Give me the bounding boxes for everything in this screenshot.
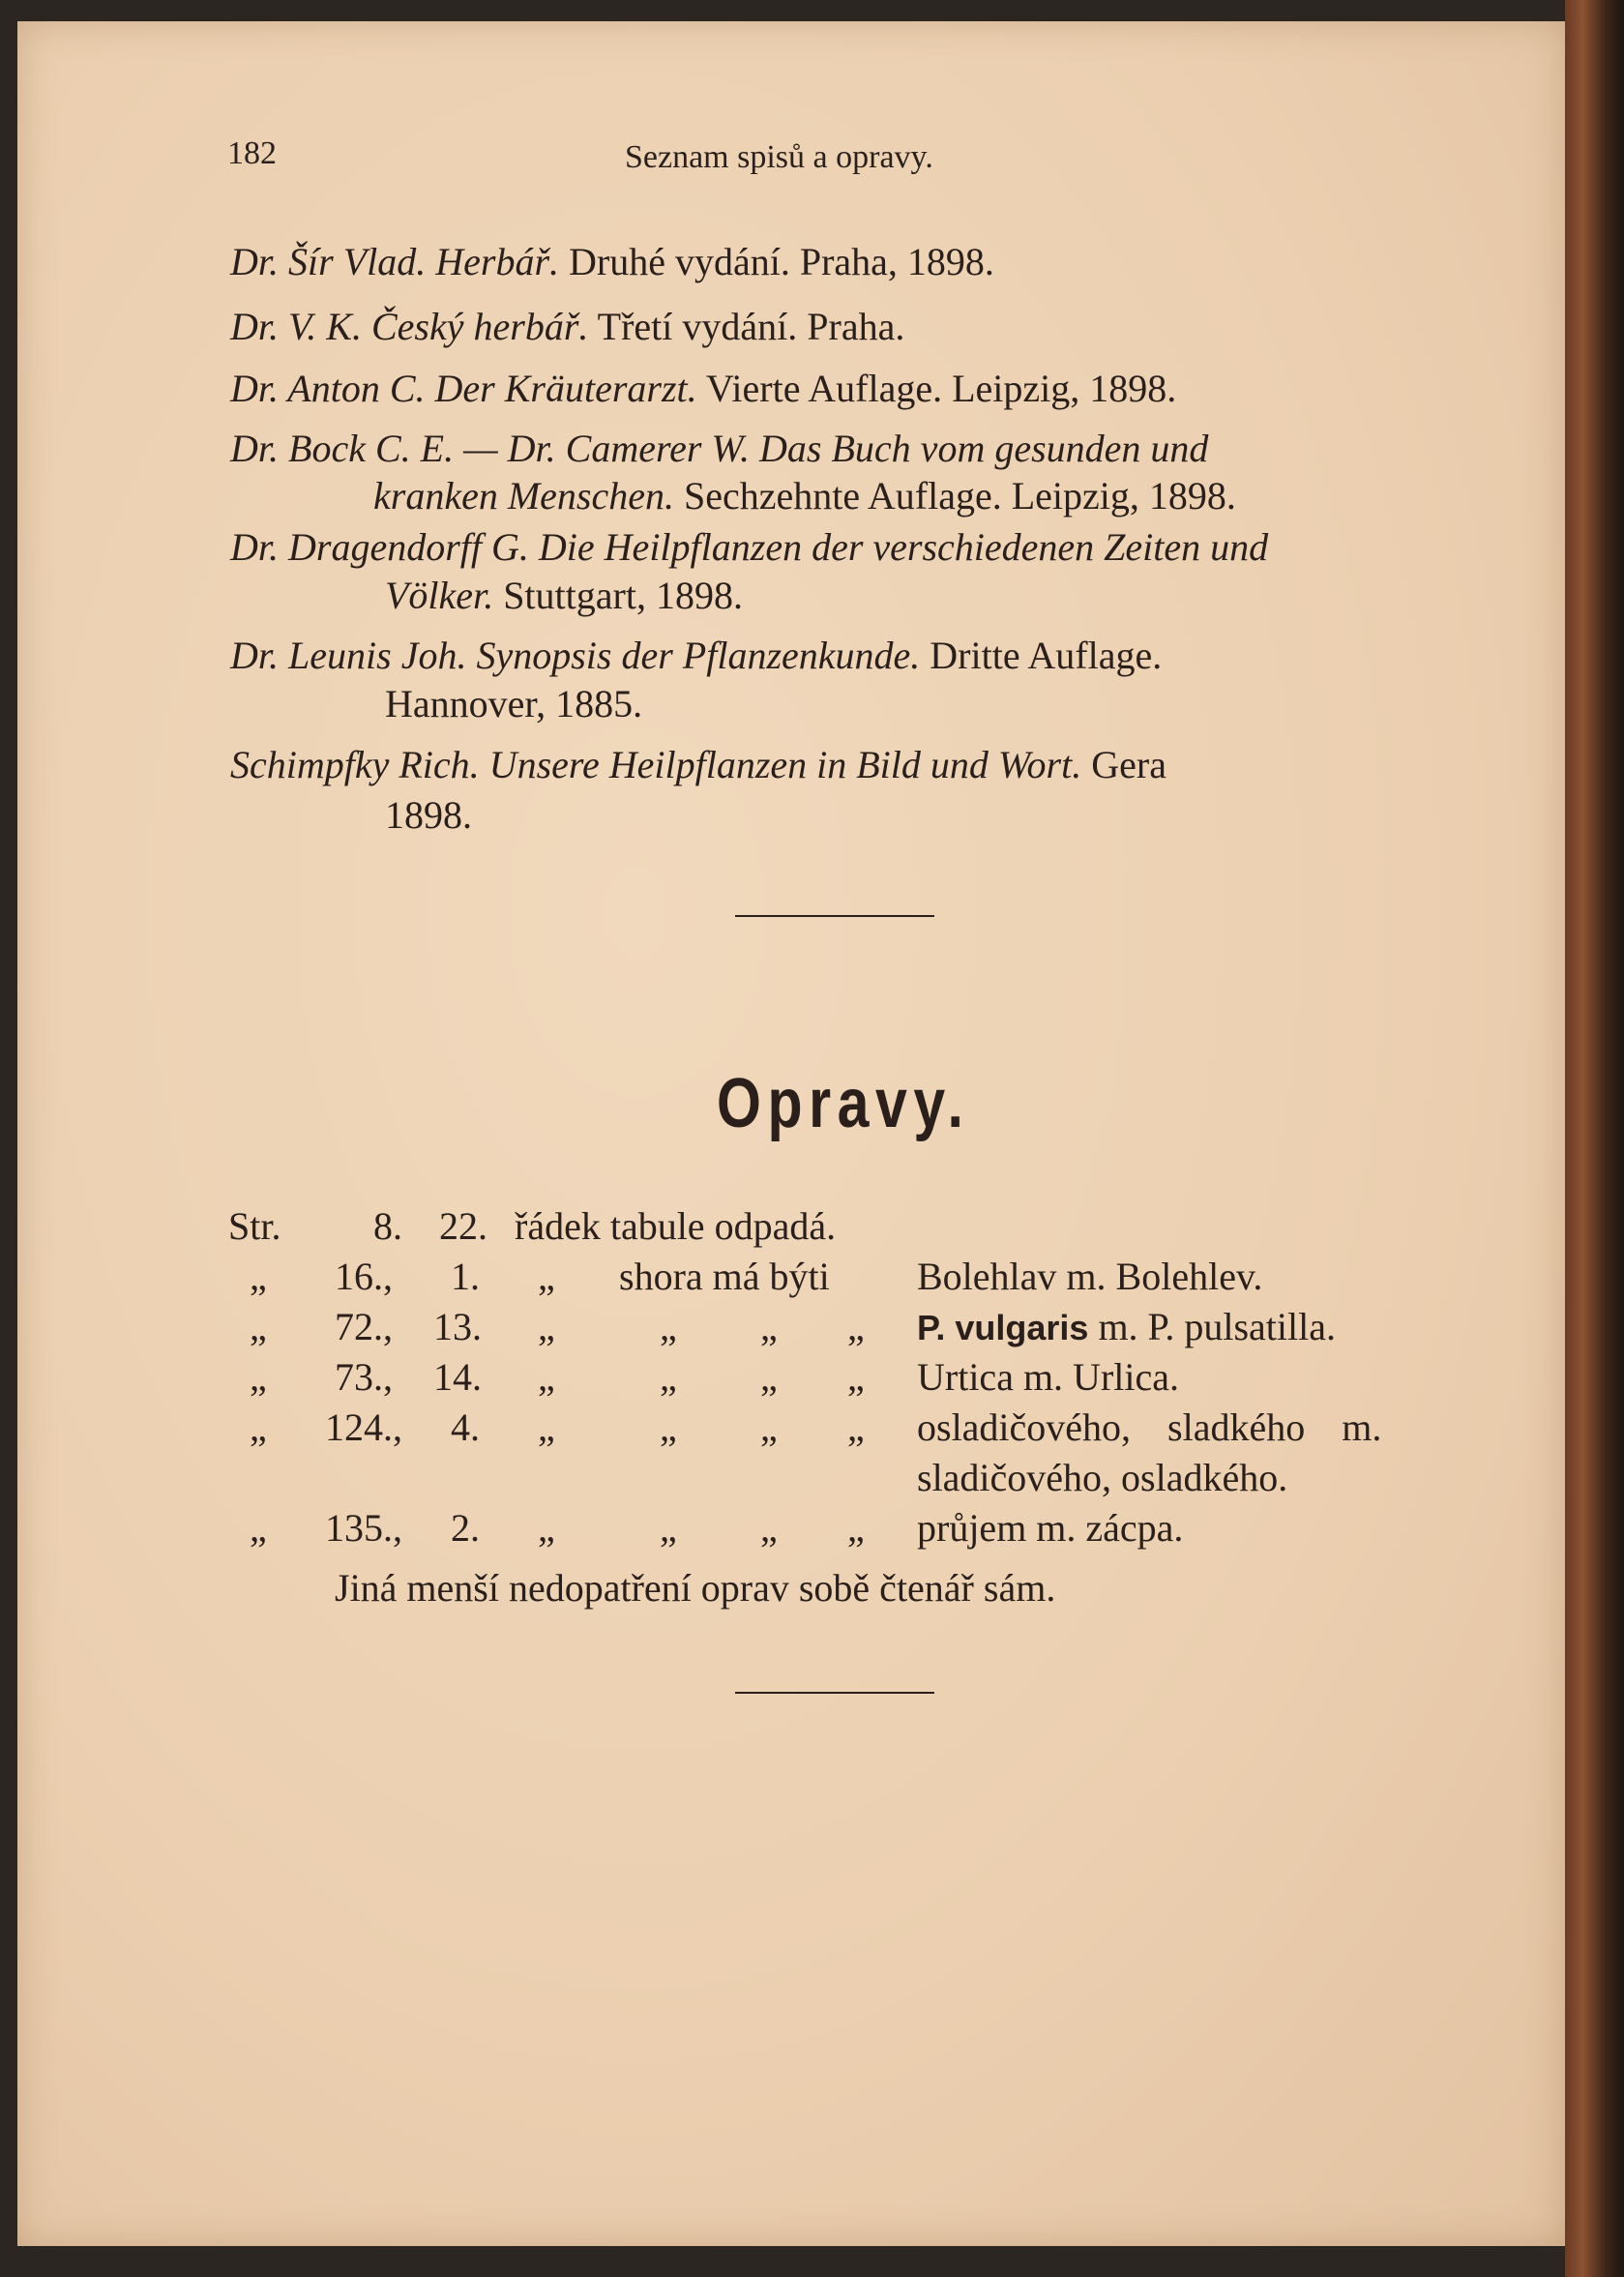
errata-lead: „ [250, 1255, 267, 1298]
errata-footer: Jiná menší nedopatření oprav sobě čtenář sám. [335, 1566, 1056, 1610]
errata-ditto: „ [660, 1305, 677, 1348]
errata-correction: sladičového, osladkého. [917, 1456, 1288, 1499]
bib-entry-line: Dr. Leunis Joh. Synopsis der Pflanzenkunde. Dritte Auflage. [230, 634, 1163, 677]
errata-page: 124., [325, 1405, 402, 1449]
errata-page: 8. [373, 1204, 402, 1248]
errata-text: shora má býti [619, 1255, 830, 1298]
errata-lead: „ [250, 1355, 267, 1399]
errata-ditto: „ [760, 1405, 778, 1449]
errata-lead: „ [250, 1305, 267, 1348]
errata-text: řádek tabule odpadá. [515, 1204, 837, 1248]
errata-correction: P. vulgaris m. P. pulsatilla. [917, 1305, 1337, 1348]
errata-ditto: „ [538, 1405, 555, 1449]
bib-entry-line: Dr. V. K. Český herbář. Třetí vydání. Praha. [230, 305, 905, 348]
errata-ditto: „ [538, 1255, 555, 1298]
errata-correction: osladičového, sladkého m. [917, 1405, 1382, 1449]
errata-title: Opravy. [717, 1065, 970, 1142]
bib-entry-line: 1898. [385, 793, 472, 837]
errata-ditto: „ [760, 1355, 778, 1399]
bib-entry-line: kranken Menschen. Sechzehnte Auflage. Leipzig, 1898. [373, 474, 1236, 518]
errata-correction: průjem m. zácpa. [917, 1506, 1184, 1550]
end-divider [735, 1692, 934, 1694]
errata-lead: „ [250, 1405, 267, 1449]
bib-entry-line: Dr. Šír Vlad. Herbář. Druhé vydání. Praha, 1898. [230, 240, 994, 283]
errata-page: 16., [335, 1255, 393, 1298]
bib-entry-line: Schimpfky Rich. Unsere Heilpflanzen in Bild und Wort. Gera [230, 743, 1166, 786]
book-page [17, 21, 1565, 2246]
errata-ditto: „ [660, 1506, 677, 1550]
errata-ditto: „ [760, 1305, 778, 1348]
errata-ditto: „ [538, 1305, 555, 1348]
errata-ditto: „ [847, 1405, 865, 1449]
book-spine-edge [1565, 0, 1624, 2277]
errata-ditto: „ [538, 1355, 555, 1399]
page-number: 182 [227, 135, 277, 171]
errata-ditto: „ [538, 1506, 555, 1550]
section-divider [735, 915, 934, 917]
bib-entry-line: Dr. Dragendorff G. Die Heilpflanzen der verschiedenen Zeiten und [230, 525, 1269, 569]
errata-ditto: „ [847, 1305, 865, 1348]
errata-line: 2. [451, 1506, 480, 1550]
errata-lead: „ [250, 1506, 267, 1550]
errata-line: 14. [433, 1355, 482, 1399]
errata-line: 13. [433, 1305, 482, 1348]
running-title: Seznam spisů a opravy. [625, 139, 933, 175]
errata-ditto: „ [660, 1355, 677, 1399]
bib-entry-line: Hannover, 1885. [385, 682, 643, 725]
errata-page: 72., [335, 1305, 393, 1348]
errata-lead: Str. [228, 1204, 281, 1248]
errata-line: 22. [439, 1204, 487, 1248]
errata-page: 73., [335, 1355, 393, 1399]
errata-line: 1. [451, 1255, 480, 1298]
errata-ditto: „ [847, 1355, 865, 1399]
errata-page: 135., [325, 1506, 402, 1550]
bib-entry-line: Dr. Bock C. E. — Dr. Camerer W. Das Buch vom gesunden und [230, 427, 1209, 470]
bib-entry-line: Dr. Anton C. Der Kräuterarzt. Vierte Auflage. Leipzig, 1898. [230, 367, 1177, 410]
errata-correction: Bolehlav m. Bolehlev. [917, 1255, 1263, 1298]
errata-line: 4. [451, 1405, 480, 1449]
errata-correction: Urtica m. Urlica. [917, 1355, 1179, 1399]
errata-ditto: „ [847, 1506, 865, 1550]
errata-ditto: „ [760, 1506, 778, 1550]
errata-ditto: „ [660, 1405, 677, 1449]
bib-entry-line: Völker. Stuttgart, 1898. [385, 574, 743, 617]
